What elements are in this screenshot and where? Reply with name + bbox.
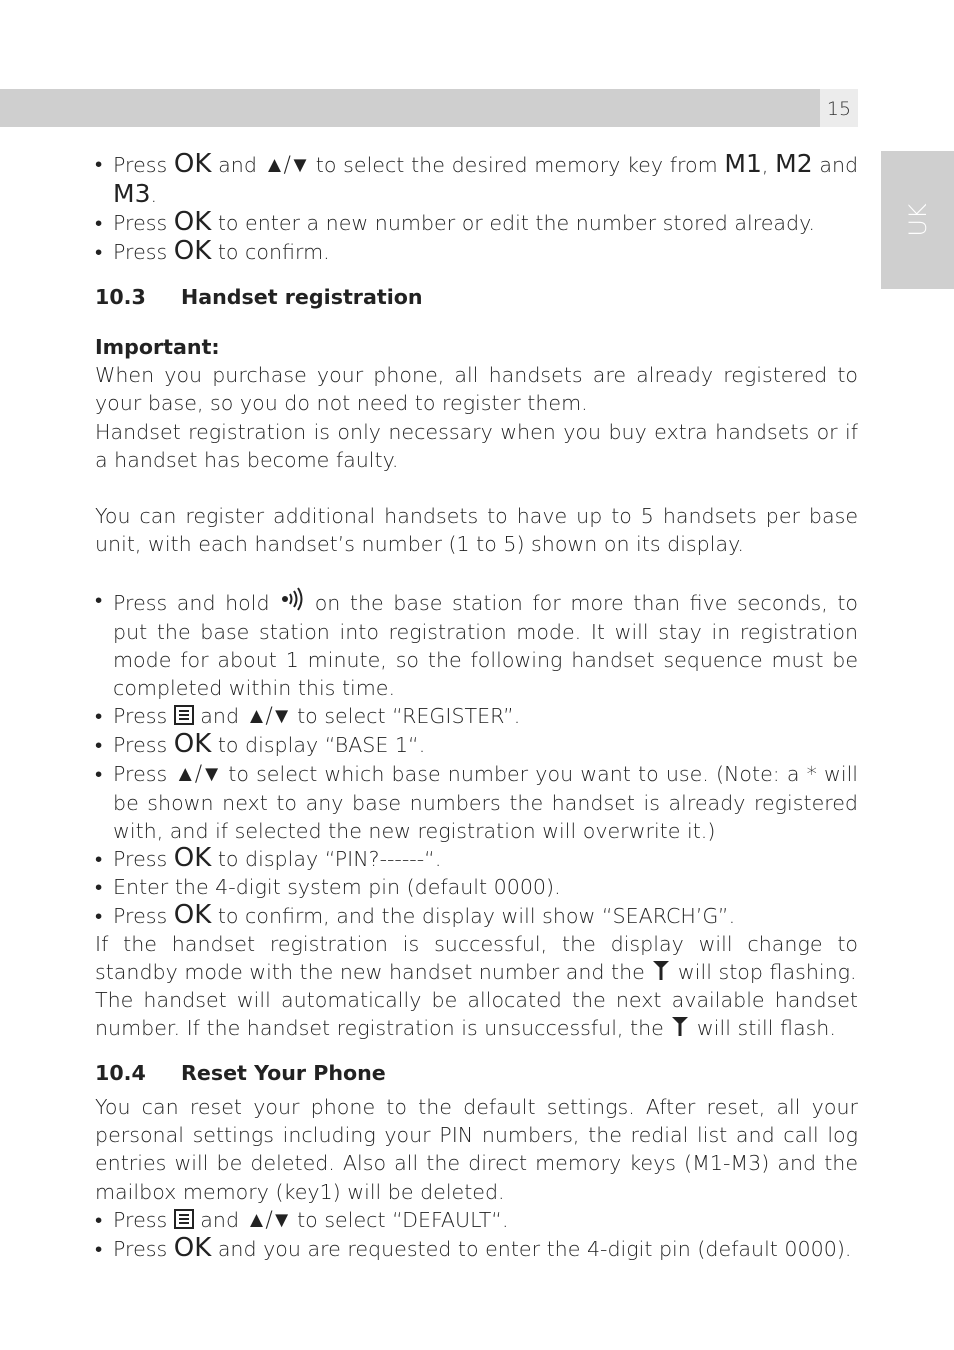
bullet-enter-number: • Press OK to enter a new number or edit the number stored already. xyxy=(95,209,858,237)
paragraph-reset: You can reset your phone to the default settings. After reset, all your personal settings including your PIN numbers, the redial list and call log entries will be deleted. Also all the direct memory keys (M1-M3) and the mailbox memory (key1) will be deleted. xyxy=(95,1094,858,1204)
bullet-select-memory-key: • Press OK and ▲/▼ to select the desired memory key from M1, M2 and M3. xyxy=(95,150,858,209)
memory-key-m1: M1 xyxy=(724,149,762,178)
paragraph: You can register additional handsets to have up to 5 handsets per base unit, with each handset’s number (1 to 5) shown on its display. xyxy=(95,504,858,557)
bullet-select-register: • Press and ▲/▼ to select “REGISTER”. xyxy=(95,702,858,731)
antenna-icon xyxy=(670,1015,690,1037)
up-down-arrows-icon: ▲/▼ xyxy=(263,153,310,178)
ok-key-icon: OK xyxy=(173,207,212,238)
ok-key-icon: OK xyxy=(173,729,212,760)
section-heading-10-3: 10.3 Handset registration xyxy=(95,284,423,309)
bullet-enter-pin: • Enter the 4-digit system pin (default 0000). xyxy=(95,873,858,901)
bullet-confirm-search: • Press OK to confirm, and the display will show “SEARCH’G”. xyxy=(95,902,858,930)
section-heading-10-4: 10.4 Reset Your Phone xyxy=(95,1060,386,1085)
bullet-press-hold-page: • Press and hold on the base station for more than five seconds, to put the base station into registration mode. It will stay in registration mode for about 1 minute, so the following handset sequence must be completed within this time. xyxy=(95,586,858,702)
header-bar xyxy=(0,89,858,127)
important-label: Important: xyxy=(95,335,220,360)
up-down-arrows-icon: ▲/▼ xyxy=(245,1207,291,1233)
bullet-confirm: • Press OK to confirm. xyxy=(95,238,858,266)
paragraph: Handset registration is only necessary when you buy extra handsets or if a handset has become faulty. xyxy=(95,419,858,472)
up-down-arrows-icon: ▲/▼ xyxy=(174,761,222,787)
ok-key-icon: OK xyxy=(173,235,212,266)
ok-key-icon: OK xyxy=(173,899,212,930)
bullet-select-default: • Press and ▲/▼ to select “DEFAULT“. xyxy=(95,1206,858,1235)
ok-key-icon: OK xyxy=(173,149,212,179)
paragraph-success: If the handset registration is successful, the display will change to standby mode with the new handset number and the will stop flashing. xyxy=(95,931,858,985)
bullet-enter-reset-pin: • Press OK and you are requested to enter the 4-digit pin (default 0000). xyxy=(95,1235,858,1263)
antenna-icon xyxy=(651,959,671,981)
bullet-select-base: • Press ▲/▼ to select which base number you want to use. (Note: a * will be shown next to any base numbers the handset is already registered with, and if selected the new registration will overwrite it.) xyxy=(95,760,858,846)
page-icon xyxy=(279,586,305,612)
paragraph: When you purchase your phone, all handsets are already registered to your base, so you do not need to register them. xyxy=(95,363,858,416)
language-tab xyxy=(881,151,954,289)
menu-icon xyxy=(174,1209,194,1229)
paragraph-unsuccessful: The handset will automatically be allocated the next available handset number. If the handset registration is unsuccessful, the will still flash. xyxy=(95,988,858,1041)
language-tab-label: UK xyxy=(903,203,932,237)
ok-key-icon: OK xyxy=(173,843,212,874)
bullet-display-pin: • Press OK to display “PIN?------“. xyxy=(95,845,858,873)
memory-key-m2: M2 xyxy=(775,149,813,178)
page-content xyxy=(95,150,858,1263)
bullet-display-base: • Press OK to display “BASE 1“. xyxy=(95,731,858,759)
ok-key-icon: OK xyxy=(173,1232,212,1263)
page-number: 15 xyxy=(820,89,858,127)
memory-key-m3: M3 xyxy=(113,179,151,209)
menu-icon xyxy=(174,705,194,725)
up-down-arrows-icon: ▲/▼ xyxy=(245,704,291,730)
